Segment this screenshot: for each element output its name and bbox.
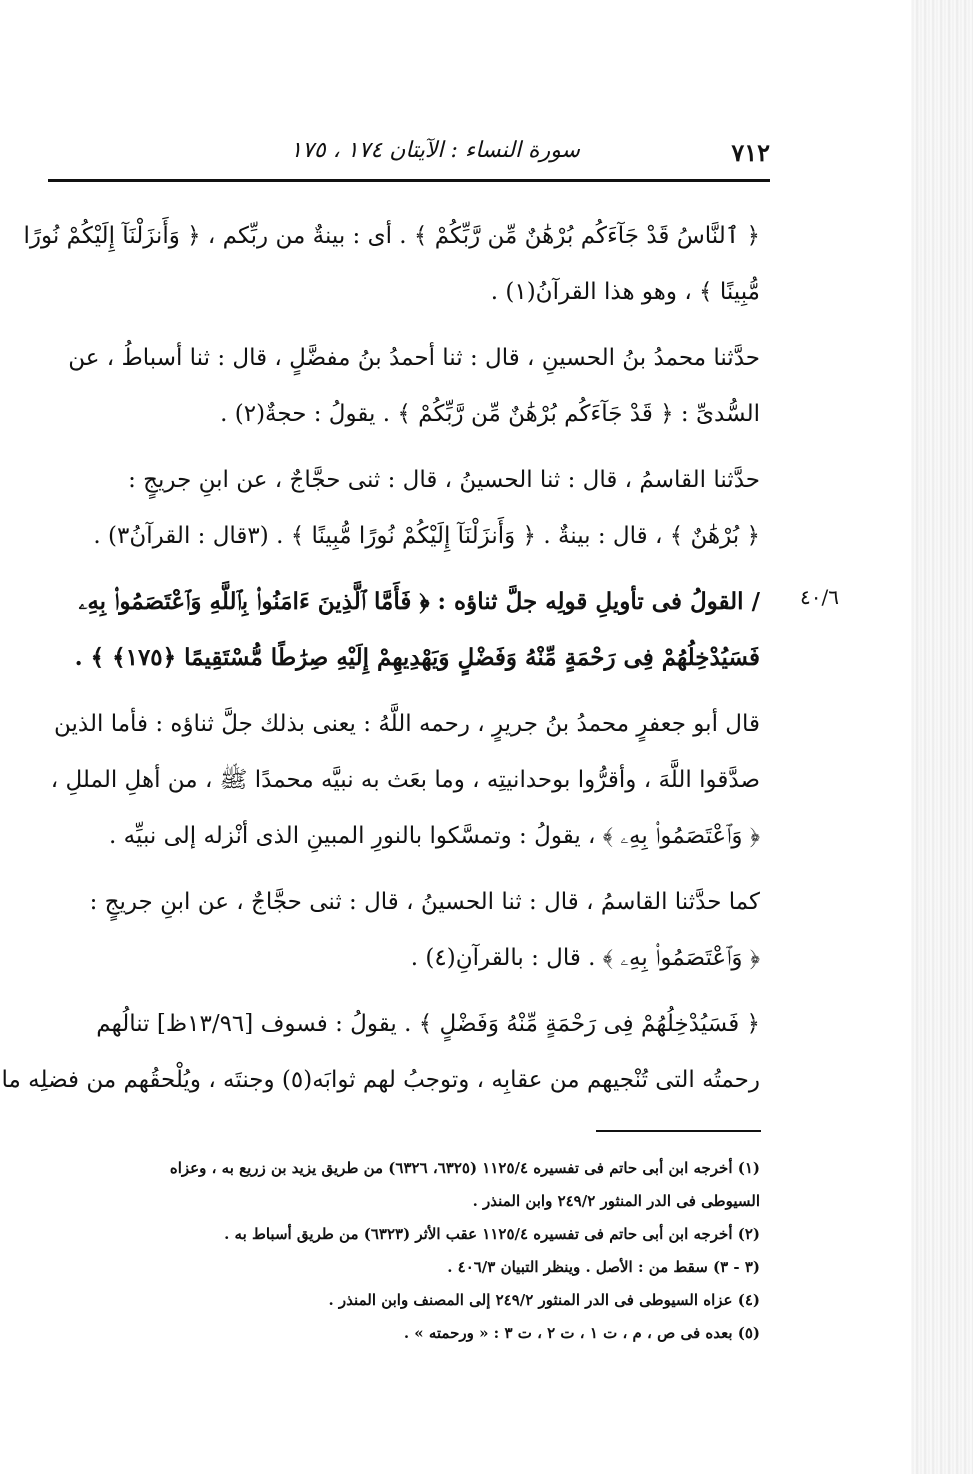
header-rule — [48, 179, 770, 182]
footnote-line: (١) أخرجه ابن أبى حاتم فى تفسيره ١١٢٥/٤ (٦٣٢٥، ٦٣٢٦) من طريق يزيد بن زريع به ، وعزاه — [169, 1159, 760, 1177]
text-line: رحمتُه التى تُنْجيهم من عقابِه ، وتوجبُ لهم ثوابَه(٥) وجنتَه ، ويُلْحقُهم من فضلِه ما — [1, 1067, 760, 1093]
page-number: ٧١٢ — [731, 138, 770, 167]
paragraph — [48, 330, 760, 442]
text-line: قال أبو جعفرٍ محمدُ بنُ جريرٍ ، رحمه اللَّهُ : يعنى بذلك جلَّ ثناؤه : فأما الذين — [54, 711, 760, 737]
margin-reference: ٤٠/٦ — [800, 585, 839, 609]
paragraph — [23, 208, 760, 320]
footnotes — [48, 1152, 760, 1350]
footnote-line: (٣ - ٣) سقط من : الأصل . وينظر التبيان ٤٠٦/٣ . — [447, 1258, 760, 1276]
paragraph — [48, 874, 760, 986]
text-line: صدَّقوا اللَّهَ ، وأقرُّوا بوحدانيتِه ، وما بعَث به نبيَّه محمدًا ﷺ ، من أهلِ المللِ ، — [50, 767, 760, 793]
running-title: سورة النساء : الآيتان ١٧٤ ، ١٧٥ — [290, 138, 580, 163]
page-header — [48, 138, 770, 178]
text-line: كما حدَّثنا القاسمُ ، قال : ثنا الحسينُ ، قال : ثنى حجَّاجٌ ، عن ابنِ جريجٍ : — [89, 889, 760, 915]
paragraph — [1, 996, 760, 1108]
text-line: ﴿ بُرْهَٰنٌ ﴾ ، قال : بينةٌ . ﴿ وَأَنزَلْنَآ إِلَيْكُمْ نُورًا مُّبِينًا ﴾ . (٣قال : القرآنُ٣) . — [93, 523, 760, 549]
text-line: السُّدىِّ : ﴿ قَدْ جَآءَكُم بُرْهَٰنٌ مِّن رَّبِّكُمْ ﴾ . يقولُ : حجةٌ(٢) . — [220, 401, 760, 427]
footnote-line: (٤) عزاه السيوطى فى الدر المنثور ٢٤٩/٢ إلى المصنف وابن المنذر . — [328, 1291, 760, 1309]
footnote-line: (٥) بعده فى ص ، م ، ت ١ ، ت ٢ ، ت ٣ : « ورحمته » . — [403, 1324, 760, 1342]
text-line: فَسَيُدْخِلُهُمْ فِى رَحْمَةٍ مِّنْهُ وَفَضْلٍ وَيَهْدِيهِمْ إِلَيْهِ صِرَٰطًا مُّسْتَقِيمًا ﴿١٧٥﴾ ﴾ . — [74, 644, 760, 671]
footnote-line: (٢) أخرجه ابن أبى حاتم فى تفسيره ١١٢٥/٤ عقب الأثر (٦٣٢٣) من طريق أسباط به . — [224, 1225, 760, 1243]
text-line: ﴿ ٱلنَّاسُ قَدْ جَآءَكُم بُرْهَٰنٌ مِّن رَّبِّكُمْ ﴾ . أى : بينةٌ من ربِّكم ، ﴿ وَأَنزَلْنَآ إِلَيْكُمْ نُورًا — [23, 223, 760, 249]
section-heading-paragraph — [48, 574, 760, 686]
footnote-rule — [596, 1130, 761, 1132]
footnote-line: السيوطى فى الدر المنثور ٢٤٩/٢ وابن المنذر . — [472, 1192, 760, 1210]
text-line: ﴿ فَسَيُدْخِلُهُمْ فِى رَحْمَةٍ مِّنْهُ وَفَضْلٍ ﴾ . يقولُ : فسوف [١٣/٩٦ظ] تنالُهم — [96, 1011, 760, 1037]
main-text — [1, 208, 760, 1118]
text-line: ﴿ وَٱعْتَصَمُوا۟ بِهِۦ ﴾ . قال : بالقرآنِ(٤) . — [410, 945, 760, 971]
text-line: ﴿ وَٱعْتَصَمُوا۟ بِهِۦ ﴾ ، يقولُ : وتمسَّكوا بالنورِ المبينِ الذى أنْزله إلى نبيِّه . — [109, 823, 760, 849]
text-line: حدَّثنا محمدُ بنُ الحسينِ ، قال : ثنا أحمدُ بنُ مفضَّلٍ ، قال : ثنا أسباطُ ، عن — [68, 345, 760, 371]
paragraph — [48, 696, 760, 864]
page-binding-edge — [911, 0, 973, 1474]
text-line: / القولُ فى تأويلِ قولِه جلَّ ثناؤه : ﴿ فَأَمَّا ٱلَّذِينَ ءَامَنُوا۟ بِٱللَّهِ وَٱعْتَصَمُوا۟ بِهِۦ — [78, 588, 760, 615]
text-line: مُّبِينًا ﴾ ، وهو هذا القرآنُ(١) . — [490, 279, 760, 305]
paragraph — [48, 452, 760, 564]
text-line: حدَّثنا القاسمُ ، قال : ثنا الحسينُ ، قال : ثنى حجَّاجٌ ، عن ابنِ جريجٍ : — [128, 467, 760, 493]
